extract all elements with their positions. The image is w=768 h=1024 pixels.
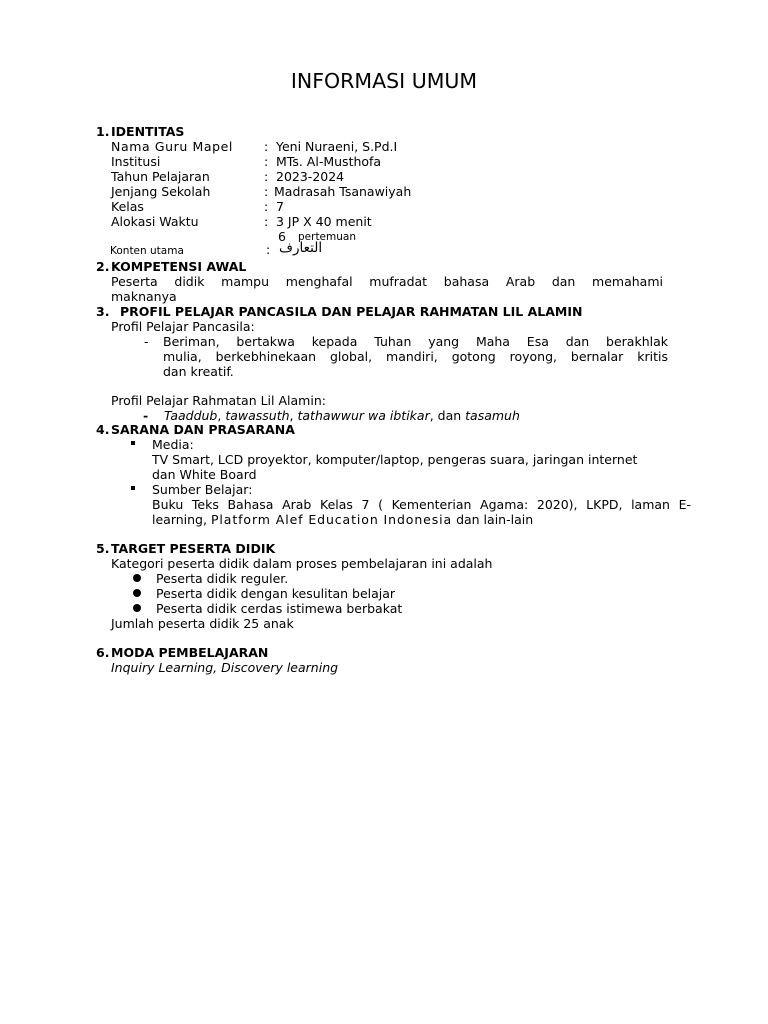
section-heading-target: TARGET PESERTA DIDIK xyxy=(111,541,276,556)
rahmatan-item-tasamuh: tasamuh xyxy=(465,408,520,423)
rahmatan-sep: , xyxy=(217,408,226,423)
square-bullet-icon xyxy=(131,486,135,490)
identitas-value-jenjang: Madrasah Tsanawiyah xyxy=(274,184,412,199)
rahmatan-item-tathawwur: tathawwur wa ibtikar xyxy=(297,408,430,423)
identitas-value-institusi: MTs. Al-Musthofa xyxy=(276,154,382,169)
moda-value: Inquiry Learning, Discovery learning xyxy=(111,660,339,675)
identitas-label-guru: Nama Guru Mapel xyxy=(111,139,234,154)
profil-rahmatan-dash: - xyxy=(143,408,149,423)
kompetensi-text-line2: maknanya xyxy=(111,289,177,304)
identitas-value-alokasi: 3 JP X 40 menit xyxy=(276,214,372,229)
identitas-colon-jenjang: : xyxy=(264,184,269,199)
identitas-pertemuan-label: pertemuan xyxy=(298,231,356,243)
section-number-6: 6. xyxy=(96,645,110,660)
section-number-2: 2. xyxy=(96,259,110,274)
identitas-label-jenjang: Jenjang Sekolah xyxy=(111,184,211,199)
identitas-value-kelas: 7 xyxy=(276,199,284,214)
identitas-colon-konten: : xyxy=(266,242,271,257)
sumber-platform: Platform Alef Education Indonesia xyxy=(210,512,453,527)
identitas-value-tahun: 2023-2024 xyxy=(276,169,345,184)
identitas-label-alokasi: Alokasi Waktu xyxy=(111,214,199,229)
identitas-label-tahun: Tahun Pelajaran xyxy=(111,169,210,184)
target-item: Peserta didik dengan kesulitan belajar xyxy=(156,586,396,601)
sarana-media-line2: dan White Board xyxy=(152,467,257,482)
section-heading-kompetensi: KOMPETENSI AWAL xyxy=(111,259,247,274)
rahmatan-item-tawassuth: tawassuth xyxy=(225,408,290,423)
profil-pancasila-label: Profil Pelajar Pancasila: xyxy=(111,319,255,334)
identitas-colon-alokasi: : xyxy=(264,214,269,229)
identitas-value-guru: Yeni Nuraeni, S.Pd.I xyxy=(276,139,398,154)
profil-pancasila-dash: - xyxy=(144,334,149,349)
target-item: Peserta didik reguler. xyxy=(156,571,289,586)
section-heading-identitas: IDENTITAS xyxy=(111,124,185,139)
sarana-media-line1: TV Smart, LCD proyektor, komputer/laptop, pengeras suara, jaringan internet xyxy=(152,452,638,467)
target-intro: Kategori peserta didik dalam proses pembelajaran ini adalah xyxy=(111,556,493,571)
identitas-colon-guru: : xyxy=(264,139,269,154)
identitas-colon-institusi: : xyxy=(264,154,269,169)
rahmatan-item-taaddub: Taaddub xyxy=(164,408,218,423)
identitas-label-konten: Konten utama xyxy=(110,245,184,257)
square-bullet-icon xyxy=(131,441,135,445)
identitas-pertemuan-number: 6 xyxy=(278,229,286,244)
section-number-4: 4. xyxy=(96,422,110,437)
sarana-sumber-line2 xyxy=(152,512,533,527)
section-heading-moda: MODA PEMBELAJARAN xyxy=(111,645,269,660)
sarana-media-label: Media: xyxy=(152,437,194,452)
target-item: Peserta didik cerdas istimewa berbakat xyxy=(156,601,403,616)
sumber-text: learning, xyxy=(152,512,211,527)
profil-rahmatan-items xyxy=(164,408,520,423)
target-jumlah: Jumlah peserta didik 25 anak xyxy=(111,616,294,631)
identitas-colon-kelas: : xyxy=(264,199,269,214)
profil-pancasila-line2: mulia, berkebhinekaan global, mandiri, gotong royong, bernalar kritis xyxy=(163,349,668,364)
round-bullet-icon xyxy=(133,574,141,582)
round-bullet-icon xyxy=(133,589,141,597)
identitas-value-konten: التعارف xyxy=(279,240,323,256)
kompetensi-text-line1: Peserta didik mampu menghafal mufradat bahasa Arab dan memahami xyxy=(111,274,663,289)
round-bullet-icon xyxy=(133,604,141,612)
identitas-colon-tahun: : xyxy=(264,169,269,184)
sarana-sumber-label: Sumber Belajar: xyxy=(152,482,253,497)
section-heading-sarana: SARANA DAN PRASARANA xyxy=(111,422,295,437)
identitas-label-kelas: Kelas xyxy=(111,199,144,214)
profil-rahmatan-label: Profil Pelajar Rahmatan Lil Alamin: xyxy=(111,393,326,408)
section-number-1: 1. xyxy=(96,124,110,139)
identitas-label-institusi: Institusi xyxy=(111,154,161,169)
section-number-3: 3. xyxy=(96,304,110,319)
profil-pancasila-line1: Beriman, bertakwa kepada Tuhan yang Maha Esa dan berakhlak xyxy=(163,334,668,349)
rahmatan-sep: , xyxy=(289,408,298,423)
profil-pancasila-line3: dan kreatif. xyxy=(163,364,234,379)
section-number-5: 5. xyxy=(96,541,110,556)
section-heading-profil: PROFIL PELAJAR PANCASILA DAN PELAJAR RAHMATAN LIL ALAMIN xyxy=(120,304,583,319)
document-title: INFORMASI UMUM xyxy=(290,69,478,93)
sarana-sumber-line1: Buku Teks Bahasa Arab Kelas 7 ( Kementerian Agama: 2020), LKPD, laman E- xyxy=(152,497,691,512)
sumber-text: dan lain-lain xyxy=(452,512,534,527)
rahmatan-sep: , dan xyxy=(429,408,466,423)
